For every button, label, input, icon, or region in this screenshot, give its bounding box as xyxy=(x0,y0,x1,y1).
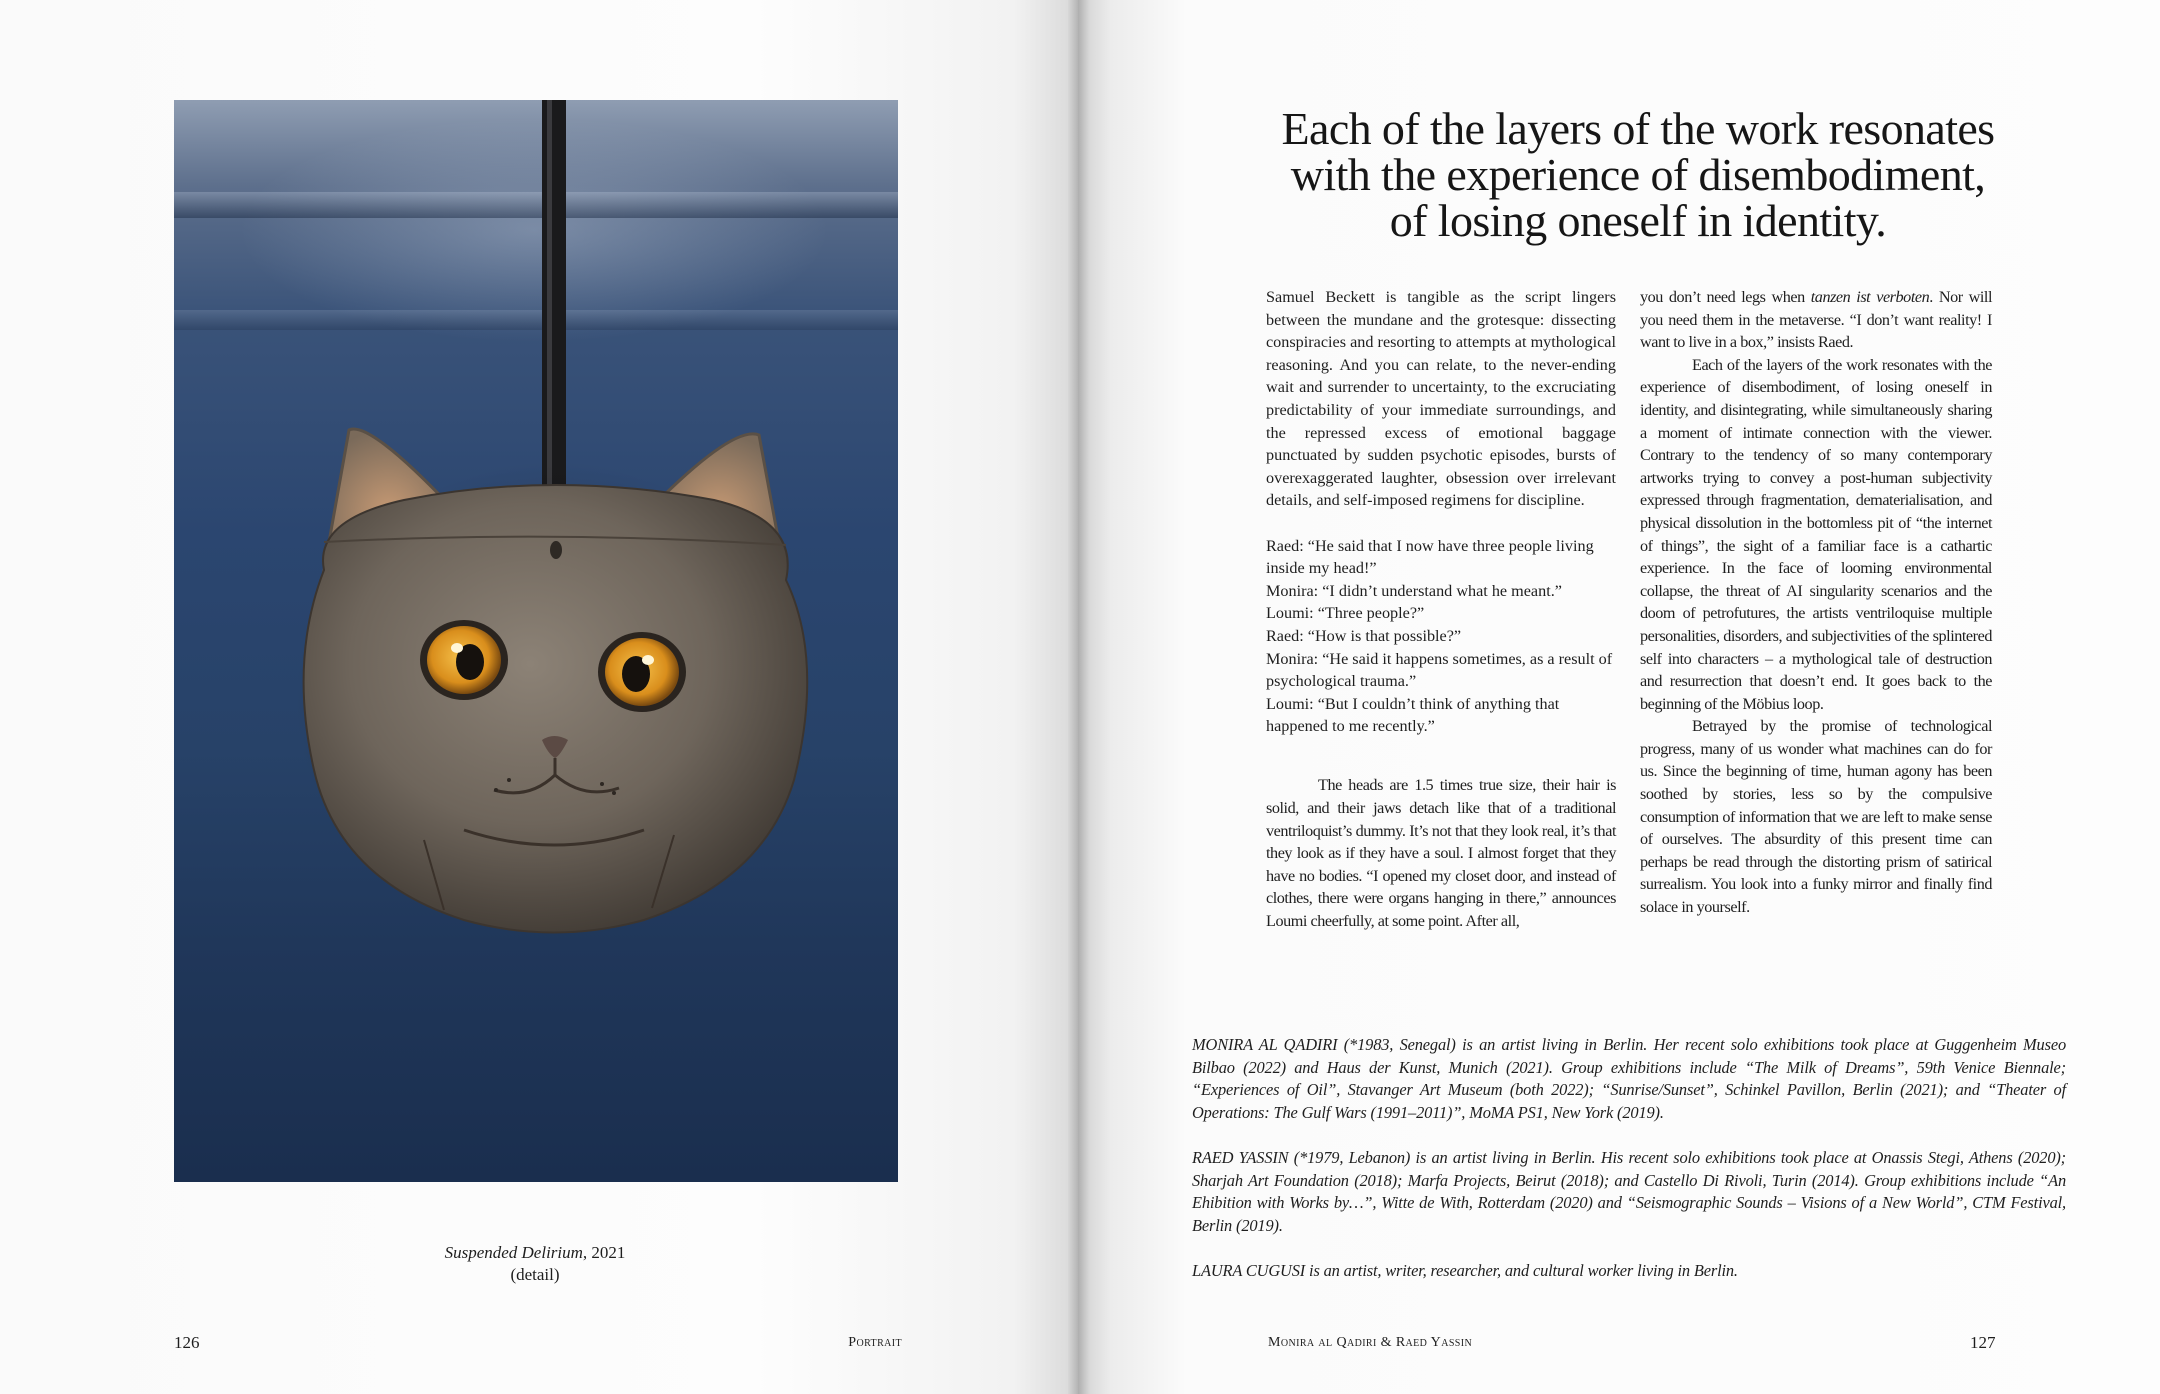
body-text-emphasis: tanzen ist verboten xyxy=(1810,288,1930,306)
dialogue-line: Monira: “He said it happens sometimes, as a result of psychological trauma.” xyxy=(1266,649,1613,691)
page-number-right: 127 xyxy=(1970,1333,1996,1352)
dialogue-line: Raed: “How is that possible?” xyxy=(1266,626,1462,645)
body-text: . Nor will you need them in the metaverse. “I don’t want reality! I want to live in a box,” insists Raed. xyxy=(1640,288,1993,352)
rod xyxy=(542,100,566,500)
bio-paragraph: LAURA CUGUSI is an artist, writer, researcher, and cultural worker living in Berlin. xyxy=(1192,1260,1738,1280)
running-head-left: Portrait xyxy=(848,1335,902,1350)
photo-caption xyxy=(390,1242,680,1286)
artwork-photo xyxy=(174,100,898,1182)
dialogue-line: Loumi: “But I couldn’t think of anything that happened to me recently.” xyxy=(1266,694,1560,736)
cat-head-illustration xyxy=(174,100,898,1182)
bio-paragraph: MONIRA AL QADIRI (*1983, Senegal) is an artist living in Berlin. Her recent solo exhibitions took place at Guggenheim Museo Bilbao (2022) and Haus der Kunst, Munich (2021). Group exhibitions include “The Milk of Dreams”, 59th Venice Biennale; “Experiences of Oil”, Stavanger Art Museum (both 2022); “Sunrise/Sunset”, Schinkel Pavillon, Berlin (2021); and “Theater of Operations: The Gulf Wars (1991–2011)”, MoMA PS1, New York (2019). xyxy=(1192,1035,2066,1122)
body-paragraph: Each of the layers of the work resonates with the experience of disembodiment, of losing oneself in identity, and disintegrating, while simultaneously sharing a moment of intimate connection with the viewer. Contrary to the tendency of so many contemporary artworks trying to convey a post-human subjectivity expressed through fragmentation, dematerialisation, and physical dissolution in the bottomless pit of “the internet of things”, the sight of a familiar face is a cathartic experience. In the face of looming environmental collapse, the threat of AI singularity scenarios and the doom of petrofutures, the artists ventriloquise multiple personalities, disorders, and subjectivities of the splintered self into characters – a mythological tale of destruction and resurrection that doesn’t end. It goes back to the beginning of the Möbius loop. xyxy=(1640,355,1992,713)
headline-line: Each of the layers of the work resonates xyxy=(1281,103,1995,154)
dialogue-line: Monira: “I didn’t understand what he meant.” xyxy=(1266,581,1562,600)
body-paragraph: Betrayed by the promise of technological progress, many of us wonder what machines can do for us. Since the beginning of time, human agony has been soothed by stories, less so by the compulsive consumption of information that we are left to make sense of ourselves. The absurdity of this present time can perhaps be read through the distorting prism of satirical surrealism. You look into a funky mirror and finally find solace in yourself. xyxy=(1640,717,1992,917)
body-paragraph: Samuel Beckett is tangible as the script lingers between the mundane and the grotesque: dissecting conspiracies and resorting to attempts at mythological reasoning. And you can relate, to the never-ending wait and surrender to uncertainty, to the excruciating predictability of your immediate surroundings, and the repressed excess of emotional baggage punctuated by sudden psychotic episodes, bursts of overexaggerated laughter, obsession over irrelevant details, and self-imposed regimens for discipline. xyxy=(1266,288,1616,510)
body-paragraph xyxy=(1640,286,1992,354)
body-text: you don’t need legs when xyxy=(1640,288,1811,306)
body-paragraph: The heads are 1.5 times true size, their hair is solid, and their jaws detach like that of a traditional ventriloquist’s dummy. It’s not that they look real, it’s that they look as if they have a soul. I almost forget that they have no bodies. “I opened my closet door, and instead of clothes, there were organs hanging in there,” announces Loumi cheerfully, at some point. After all, xyxy=(1266,776,1616,931)
body-column-left xyxy=(1266,286,1616,933)
dialogue-line: Raed: “He said that I now have three people living inside my head!” xyxy=(1266,536,1594,578)
dialogue-line: Loumi: “Three people?” xyxy=(1266,604,1425,623)
headline-line: with the experience of disembodiment, xyxy=(1290,149,1986,200)
caption-title: Suspended Delirium xyxy=(444,1243,583,1262)
running-head-right: Monira al Qadiri & Raed Yassin xyxy=(1268,1335,1473,1350)
bio-paragraph: RAED YASSIN (*1979, Lebanon) is an artist living in Berlin. His recent solo exhibitions took place at Onassis Stegi, Athens (2020); Sharjah Art Foundation (2018); Marfa Projects, Beirut (2018); and Castello Di Rivoli, Turin (2014). Group exhibitions include “An Ehibition with Works by…”, Witte de With, Rotterdam (2020) and “Seismographic Sounds – Visions of a New World”, CTM Festival, Berlin (2019). xyxy=(1192,1147,2066,1235)
left-page xyxy=(0,0,1078,1394)
body-column-right xyxy=(1640,286,1992,919)
artist-bios xyxy=(1192,1034,2066,1305)
pull-quote-headline xyxy=(1228,103,2048,246)
page-number-left: 126 xyxy=(174,1333,200,1352)
caption-detail: (detail) xyxy=(510,1265,560,1284)
book-gutter xyxy=(1068,0,1090,1394)
headline-line: of losing oneself in identity. xyxy=(1389,195,1887,246)
caption-year: , 2021 xyxy=(582,1243,626,1262)
